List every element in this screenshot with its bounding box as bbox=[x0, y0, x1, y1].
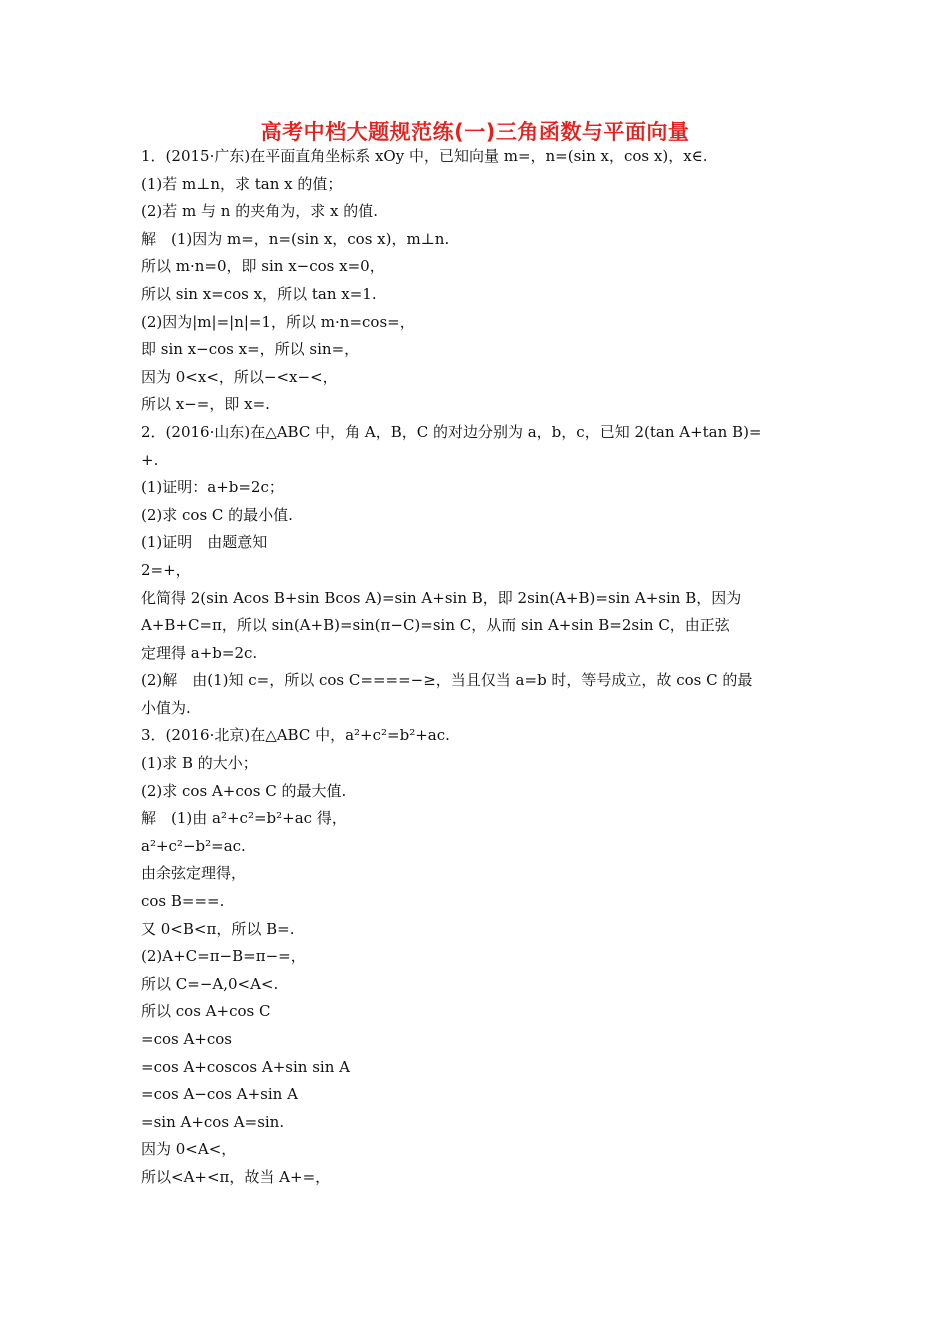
text-line: 化简得 2(sin Acos B+sin Bcos A)=sin A+sin B，即 2sin(A+B)=sin A+sin B，因为 bbox=[141, 588, 742, 607]
text-line: a²+c²−b²=ac. bbox=[141, 836, 246, 855]
text-line: (2)A+C=π−B=π−=， bbox=[141, 947, 306, 966]
text-line: 小值为. bbox=[141, 698, 191, 717]
text-line: 2=+， bbox=[141, 560, 191, 579]
text-line: 因为 0<A<， bbox=[141, 1140, 237, 1159]
text-line: =cos A+coscos A+sin sin A bbox=[141, 1057, 350, 1076]
text-line: 解 (1)由 a²+c²=b²+ac 得， bbox=[141, 809, 347, 828]
text-line: (2)求 cos A+cos C 的最大值. bbox=[141, 781, 347, 800]
text-line: (2)因为|m|=|n|=1，所以 m·n=cos=， bbox=[141, 312, 415, 331]
text-line: 所以 sin x=cos x，所以 tan x=1. bbox=[141, 284, 377, 303]
text-line: =cos A−cos A+sin A bbox=[141, 1085, 298, 1104]
text-line: =sin A+cos A=sin. bbox=[141, 1112, 285, 1131]
text-line: 解 (1)因为 m=，n=(sin x，cos x)，m⊥n. bbox=[141, 229, 450, 248]
text-line: 因为 0<x<，所以−<x−<， bbox=[141, 367, 338, 386]
text-line: (1)证明：a+b=2c； bbox=[141, 478, 284, 497]
text-line: 所以<A+<π，故当 A+=， bbox=[141, 1167, 331, 1186]
text-line: (1)若 m⊥n，求 tan x 的值； bbox=[141, 174, 343, 193]
text-line: 所以 cos A+cos C bbox=[141, 1002, 271, 1021]
text-line: cos B===. bbox=[141, 892, 225, 911]
text-line: (2)若 m 与 n 的夹角为，求 x 的值. bbox=[141, 202, 378, 221]
text-line: (2)解 由(1)知 c=，所以 cos C====−≥，当且仅当 a=b 时，等号成立，故 cos C 的最 bbox=[141, 671, 753, 690]
document-title: 高考中档大题规范练(一)三角函数与平面向量 bbox=[260, 120, 690, 144]
document-body bbox=[141, 143, 811, 1192]
text-line: 由余弦定理得， bbox=[141, 864, 247, 883]
text-line: (2)求 cos C 的最小值. bbox=[141, 505, 293, 524]
text-line: 又 0<B<π，所以 B=. bbox=[141, 919, 295, 938]
text-line: +. bbox=[141, 450, 159, 469]
text-line: =cos A+cos bbox=[141, 1030, 232, 1048]
text-line: (1)证明 由题意知 bbox=[141, 533, 268, 552]
text-line: 定理得 a+b=2c. bbox=[141, 643, 258, 662]
text-line: 2．(2016·山东)在△ABC 中，角 A，B，C 的对边分别为 a，b，c，已知 2(tan A+tan B)= bbox=[141, 422, 762, 441]
text-line: 所以 x−=，即 x=. bbox=[141, 395, 270, 414]
text-line: (1)求 B 的大小； bbox=[141, 754, 258, 773]
text-line: A+B+C=π，所以 sin(A+B)=sin(π−C)=sin C，从而 sin A+sin B=2sin C，由正弦 bbox=[141, 616, 730, 635]
text-line: 即 sin x−cos x=，所以 sin=， bbox=[141, 340, 360, 359]
text-line: 3．(2016·北京)在△ABC 中，a²+c²=b²+ac. bbox=[141, 726, 450, 745]
text-line: 1．(2015·广东)在平面直角坐标系 xOy 中，已知向量 m=，n=(sin x，cos x)，x∈. bbox=[141, 147, 708, 165]
text-line: 所以 C=−A,0<A<. bbox=[141, 974, 279, 993]
text-line: 所以 m·n=0，即 sin x−cos x=0， bbox=[141, 257, 385, 276]
